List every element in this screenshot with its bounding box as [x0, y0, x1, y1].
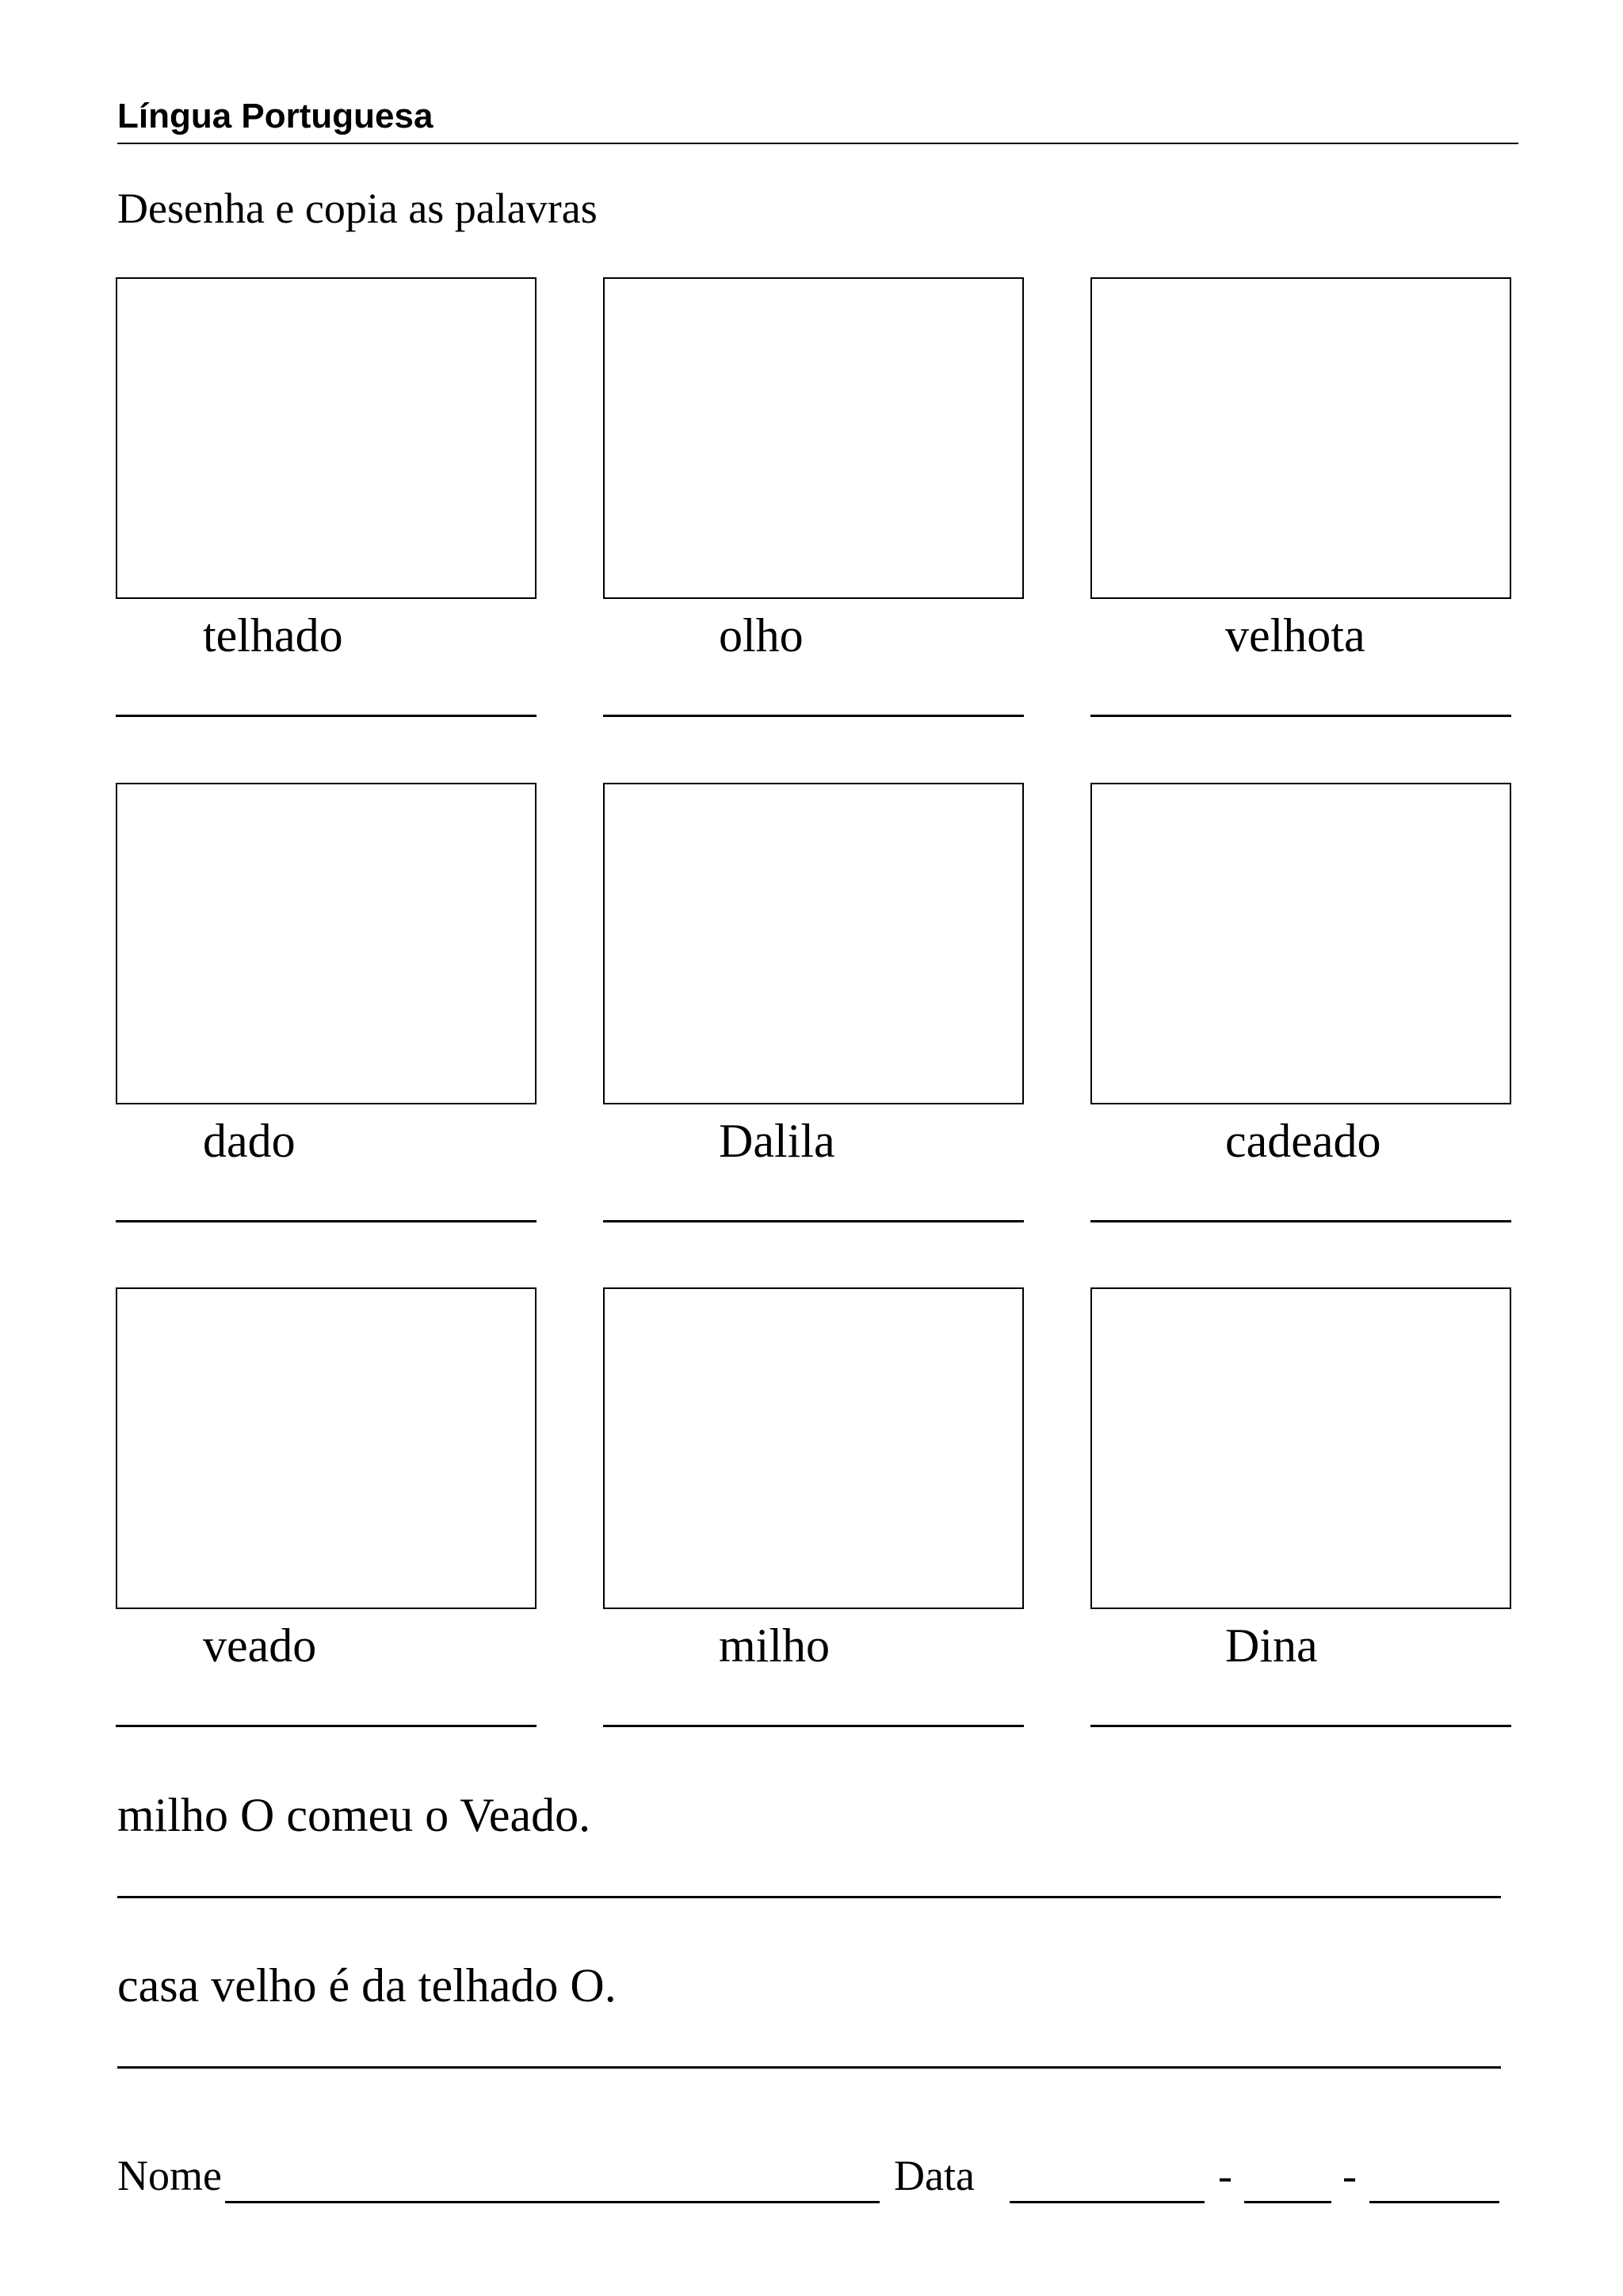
drawing-box[interactable]	[1090, 277, 1511, 599]
copy-line[interactable]	[1090, 715, 1511, 717]
copy-line[interactable]	[1090, 1220, 1511, 1222]
date-separator: -	[1218, 2152, 1232, 2199]
word-label: telhado	[203, 609, 343, 662]
drawing-box[interactable]	[603, 783, 1024, 1104]
date-day-field[interactable]	[1010, 2201, 1205, 2203]
footer	[117, 2151, 1512, 2206]
name-label: Nome	[117, 2152, 222, 2199]
sentence-answer-line[interactable]	[117, 1896, 1501, 1898]
date-month-field[interactable]	[1244, 2201, 1331, 2203]
scrambled-sentence: milho O comeu o Veado.	[117, 1789, 591, 1841]
word-label: velhota	[1225, 609, 1365, 662]
word-label: veado	[203, 1619, 317, 1672]
drawing-box[interactable]	[1090, 1287, 1511, 1609]
copy-line[interactable]	[603, 715, 1024, 717]
date-label: Data	[894, 2152, 975, 2199]
copy-line[interactable]	[603, 1725, 1024, 1727]
copy-line[interactable]	[116, 1220, 537, 1222]
drawing-box[interactable]	[603, 277, 1024, 599]
word-label: cadeado	[1225, 1115, 1381, 1167]
word-label: milho	[719, 1619, 831, 1672]
word-label: Dalila	[719, 1115, 835, 1167]
copy-line[interactable]	[1090, 1725, 1511, 1727]
drawing-box[interactable]	[116, 1287, 537, 1609]
sentence-answer-line[interactable]	[117, 2066, 1501, 2069]
copy-line[interactable]	[116, 1725, 537, 1727]
word-label: olho	[719, 609, 804, 662]
copy-line[interactable]	[116, 715, 537, 717]
name-field[interactable]	[225, 2201, 880, 2203]
subject-title: Língua Portuguesa	[117, 97, 433, 135]
header-divider	[117, 143, 1518, 144]
instruction-text: Desenha e copia as palavras	[117, 185, 598, 232]
word-label: Dina	[1225, 1619, 1318, 1672]
date-separator: -	[1342, 2152, 1357, 2199]
word-label: dado	[203, 1115, 296, 1167]
drawing-box[interactable]	[1090, 783, 1511, 1104]
drawing-box[interactable]	[603, 1287, 1024, 1609]
copy-line[interactable]	[603, 1220, 1024, 1222]
date-year-field[interactable]	[1369, 2201, 1499, 2203]
scrambled-sentence: casa velho é da telhado O.	[117, 1959, 617, 2012]
drawing-box[interactable]	[116, 783, 537, 1104]
drawing-box[interactable]	[116, 277, 537, 599]
